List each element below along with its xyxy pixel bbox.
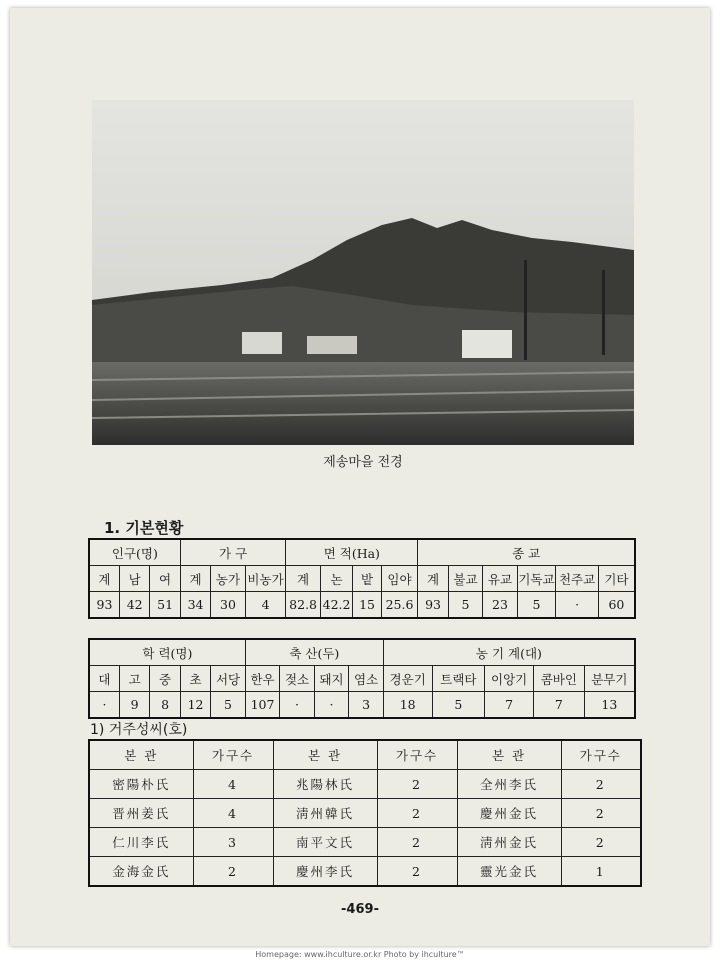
count-cell: 2 [377, 799, 457, 828]
header-cell: 본 관 [457, 740, 561, 770]
count-cell: 2 [561, 770, 641, 799]
value-cell: 93 [89, 592, 119, 619]
footer-credit: Homepage: www.ihculture.or.kr Photo by ihculture™ [255, 950, 465, 959]
header-cell: 가구수 [193, 740, 273, 770]
header-cell: 분무기 [584, 666, 635, 692]
table1-value-row [89, 592, 635, 619]
value-cell: 3 [349, 692, 384, 719]
value-cell: 5 [448, 592, 483, 619]
header-cell: 한우 [245, 666, 280, 692]
value-cell: · [556, 592, 599, 619]
header-cell: 논 [320, 566, 352, 592]
value-cell: 25.6 [381, 592, 418, 619]
count-cell: 2 [561, 828, 641, 857]
header-cell: 경운기 [383, 666, 432, 692]
value-cell: 15 [353, 592, 381, 619]
table2-header-row [89, 666, 635, 692]
header-cell: 본 관 [273, 740, 377, 770]
value-cell: 5 [517, 592, 556, 619]
table2-group-row [89, 639, 635, 666]
table-row [89, 828, 641, 857]
value-cell: 51 [150, 592, 180, 619]
value-cell: 7 [485, 692, 534, 719]
group-cell: 축 산(두) [245, 639, 383, 666]
clan-cell: 密陽朴氏 [89, 770, 193, 799]
group-cell: 농 기 계(대) [383, 639, 635, 666]
count-cell: 4 [193, 799, 273, 828]
count-cell: 2 [377, 828, 457, 857]
header-cell: 콤바인 [533, 666, 584, 692]
subsection-title: 1) 거주성씨(호) [90, 722, 188, 738]
header-cell: 농가 [211, 566, 246, 592]
value-cell: 30 [211, 592, 246, 619]
header-cell: 밭 [353, 566, 381, 592]
value-cell: 93 [418, 592, 448, 619]
clan-cell: 淸州韓氏 [273, 799, 377, 828]
value-cell: 4 [245, 592, 286, 619]
table3-header-row [89, 740, 641, 770]
header-cell: 불교 [448, 566, 483, 592]
value-cell: · [314, 692, 349, 719]
basic-status-table [88, 538, 636, 619]
value-cell: 34 [180, 592, 210, 619]
header-cell: 기독교 [517, 566, 556, 592]
count-cell: 2 [377, 857, 457, 887]
clan-cell: 靈光金氏 [457, 857, 561, 887]
clan-cell: 晋州姜氏 [89, 799, 193, 828]
header-cell: 가구수 [377, 740, 457, 770]
value-cell: 18 [383, 692, 432, 719]
value-cell: 13 [584, 692, 635, 719]
count-cell: 4 [193, 770, 273, 799]
education-livestock-machinery-table [88, 638, 636, 719]
page-number: -469- [341, 902, 379, 917]
header-cell: 젖소 [280, 666, 315, 692]
group-cell: 가 구 [180, 539, 286, 566]
header-cell: 유교 [483, 566, 518, 592]
value-cell: · [280, 692, 315, 719]
value-cell: 9 [119, 692, 149, 719]
header-cell: 가구수 [561, 740, 641, 770]
clan-cell: 慶州金氏 [457, 799, 561, 828]
header-cell: 트랙타 [432, 666, 485, 692]
value-cell: 5 [211, 692, 246, 719]
table1-header-row [89, 566, 635, 592]
header-cell: 계 [418, 566, 448, 592]
header-cell: 초 [180, 666, 210, 692]
clan-cell: 淸州金氏 [457, 828, 561, 857]
clan-cell: 仁川李氏 [89, 828, 193, 857]
value-cell: · [89, 692, 119, 719]
header-cell: 중 [150, 666, 180, 692]
value-cell: 8 [150, 692, 180, 719]
header-cell: 여 [150, 566, 180, 592]
header-cell: 계 [286, 566, 321, 592]
clan-cell: 全州李氏 [457, 770, 561, 799]
header-cell: 천주교 [556, 566, 599, 592]
value-cell: 82.8 [286, 592, 321, 619]
header-cell: 서당 [211, 666, 246, 692]
value-cell: 42 [119, 592, 149, 619]
header-cell: 대 [89, 666, 119, 692]
table-row [89, 770, 641, 799]
count-cell: 1 [561, 857, 641, 887]
header-cell: 고 [119, 666, 149, 692]
photo-caption: 제송마을 전경 [323, 455, 403, 470]
header-cell: 이앙기 [485, 666, 534, 692]
surname-table [88, 739, 642, 887]
value-cell: 5 [432, 692, 485, 719]
group-cell: 인구(명) [89, 539, 180, 566]
header-cell: 염소 [349, 666, 384, 692]
count-cell: 2 [193, 857, 273, 887]
value-cell: 107 [245, 692, 280, 719]
clan-cell: 慶州李氏 [273, 857, 377, 887]
value-cell: 7 [533, 692, 584, 719]
clan-cell: 兆陽林氏 [273, 770, 377, 799]
value-cell: 12 [180, 692, 210, 719]
count-cell: 3 [193, 828, 273, 857]
group-cell: 면 적(Ha) [286, 539, 418, 566]
table1-group-row [89, 539, 635, 566]
section-title: 1. 기본현황 [104, 519, 184, 537]
header-cell: 기타 [598, 566, 635, 592]
count-cell: 2 [561, 799, 641, 828]
group-cell: 학 력(명) [89, 639, 245, 666]
value-cell: 60 [598, 592, 635, 619]
count-cell: 2 [377, 770, 457, 799]
header-cell: 계 [89, 566, 119, 592]
header-cell: 본 관 [89, 740, 193, 770]
value-cell: 42.2 [320, 592, 352, 619]
header-cell: 비농가 [245, 566, 286, 592]
clan-cell: 金海金氏 [89, 857, 193, 887]
header-cell: 돼지 [314, 666, 349, 692]
clan-cell: 南平文氏 [273, 828, 377, 857]
value-cell: 23 [483, 592, 518, 619]
header-cell: 남 [119, 566, 149, 592]
header-cell: 계 [180, 566, 210, 592]
village-photo [92, 100, 634, 445]
group-cell: 종 교 [418, 539, 635, 566]
table2-value-row [89, 692, 635, 719]
header-cell: 임야 [381, 566, 418, 592]
table-row [89, 857, 641, 887]
table-row [89, 799, 641, 828]
